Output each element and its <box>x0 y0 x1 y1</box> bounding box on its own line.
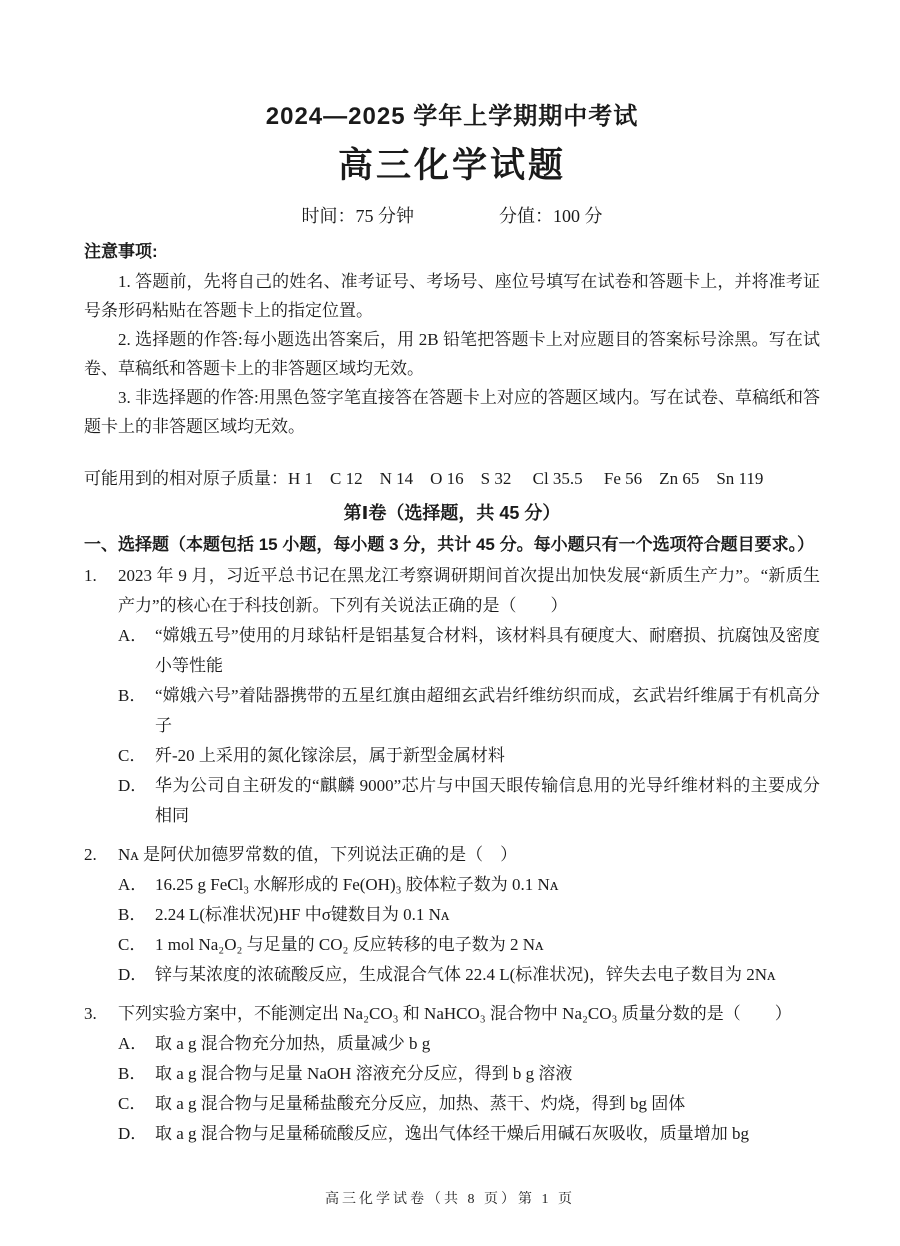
question-2-stem-row <box>84 840 820 870</box>
section1-instructions: 一、选择题（本题包括 15 小题，每小题 3 分，共计 45 分。每小题只有一个选项符合题目要求。） <box>84 535 815 554</box>
question-3-option-c <box>118 1089 820 1119</box>
notice-heading: 注意事项: <box>84 242 158 261</box>
exam-meta-row <box>84 203 820 229</box>
page-content <box>84 0 820 1158</box>
question-3-option-c-text: 取 a g 混合物与足量稀盐酸充分反应，加热、蒸干、灼烧，得到 bg 固体 <box>155 1094 686 1113</box>
question-1-option-b-text: “嫦娥六号”着陆器携带的五星红旗由超细玄武岩纤维纺织而成，玄武岩纤维属于有机高分子 <box>155 686 820 735</box>
question-3-option-c-label: C． <box>118 1094 147 1113</box>
question-3-stem: 下列实验方案中，不能测定出 Na₂CO₃ 和 NaHCO₃ 混合物中 Na₂CO₃ 质量分数的是（ ） <box>118 1004 792 1023</box>
question-2-stem: Nᴀ 是阿伏加德罗常数的值，下列说法正确的是（ ） <box>118 845 518 864</box>
question-1-number: 1. <box>84 566 97 585</box>
question-3-option-b-label: B． <box>118 1064 147 1083</box>
question-3-stem-row <box>84 999 820 1029</box>
question-2-option-b-text: 2.24 L(标准状况)HF 中σ键数目为 0.1 Nᴀ <box>155 905 450 924</box>
question-3-option-a-label: A． <box>118 1034 148 1053</box>
question-2-option-b <box>118 900 820 930</box>
question-2-option-a-text: 16.25 g FeCl₃ 水解形成的 Fe(OH)₃ 胶体粒子数为 0.1 Nᴀ <box>155 875 559 894</box>
question-3-number: 3. <box>84 1004 97 1023</box>
question-2-option-d-label: D． <box>118 965 148 984</box>
question-1-option-c <box>118 741 820 771</box>
question-3 <box>84 999 820 1149</box>
question-2-option-c-label: C． <box>118 935 147 954</box>
question-3-option-d-text: 取 a g 混合物与足量稀硫酸反应，逸出气体经干燥后用碱石灰吸收，质量增加 bg <box>155 1124 750 1143</box>
question-3-option-d-label: D． <box>118 1124 148 1143</box>
question-1-option-b <box>118 681 820 741</box>
section1-heading: 第Ⅰ卷（选择题，共 45 分） <box>343 503 561 523</box>
question-3-option-b-text: 取 a g 混合物与足量 NaOH 溶液充分反应，得到 b g 溶液 <box>155 1064 573 1083</box>
notice-item-3: 3. 非选择题的作答:用黑色签字笔直接答在答题卡上对应的答题区域内。写在试卷、草稿纸和答题卡上的非答题区域均无效。 <box>84 388 820 436</box>
exam-title: 高三化学试题 <box>337 146 566 185</box>
question-3-option-b <box>118 1059 820 1089</box>
question-2-option-d <box>118 960 820 990</box>
question-1 <box>84 561 820 831</box>
question-3-option-a-text: 取 a g 混合物充分加热，质量减少 b g <box>155 1034 431 1053</box>
notice-item-2: 2. 选择题的作答:每小题选出答案后，用 2B 铅笔把答题卡上对应题目的答案标号涂黑。写在试卷、草稿纸和答题卡上的非答题区域均无效。 <box>84 330 820 378</box>
exam-time: 时间：75 分钟 <box>301 206 414 226</box>
question-1-option-d-text: 华为公司自主研发的“麒麟 9000”芯片与中国天眼传输信息用的光导纤维材料的主要成分相同 <box>155 776 820 825</box>
question-2-option-a <box>118 870 820 900</box>
question-2-option-c-text: 1 mol Na₂O₂ 与足量的 CO₂ 反应转移的电子数为 2 Nᴀ <box>155 935 544 954</box>
question-1-stem-row <box>84 561 820 621</box>
question-1-option-c-text: 歼-20 上采用的氮化镓涂层，属于新型金属材料 <box>155 746 505 765</box>
question-1-stem: 2023 年 9 月，习近平总书记在黑龙江考察调研期间首次提出加快发展“新质生产力”。“新质生产力”的核心在于科技创新。下列有关说法正确的是（ ） <box>118 566 820 615</box>
page-footer: 高三化学试卷（共 8 页）第 1 页 <box>325 1192 575 1207</box>
question-2-option-b-label: B． <box>118 905 147 924</box>
question-2-option-d-text: 锌与某浓度的浓硫酸反应，生成混合气体 22.4 L(标准状况)，锌失去电子数目为 2Nᴀ <box>155 965 776 984</box>
exam-session-title: 2024—2025 学年上学期期中考试 <box>265 103 639 130</box>
question-1-option-d <box>118 771 820 831</box>
question-2-option-c <box>118 930 820 960</box>
question-1-option-c-label: C． <box>118 746 147 765</box>
question-1-option-b-label: B． <box>118 686 147 705</box>
exam-score: 分值：100 分 <box>499 206 603 226</box>
question-1-option-a-text: “嫦娥五号”使用的月球钻杆是铝基复合材料，该材料具有硬度大、耐磨损、抗腐蚀及密度小等性能 <box>155 626 820 675</box>
question-1-option-d-label: D． <box>118 776 148 795</box>
question-1-option-a-label: A． <box>118 626 148 645</box>
question-3-option-a <box>118 1029 820 1059</box>
question-2 <box>84 840 820 990</box>
atomic-masses-line: 可能用到的相对原子质量：H 1 C 12 N 14 O 16 S 32 Cl 35.5 Fe 56 Zn 65 Sn 119 <box>84 469 764 488</box>
question-2-option-a-label: A． <box>118 875 148 894</box>
question-2-number: 2. <box>84 845 97 864</box>
notice-item-1: 1. 答题前，先将自己的姓名、准考证号、考场号、座位号填写在试卷和答题卡上，并将准考证号条形码粘贴在答题卡上的指定位置。 <box>84 272 820 320</box>
question-1-option-a <box>118 621 820 681</box>
question-3-option-d <box>118 1119 820 1149</box>
